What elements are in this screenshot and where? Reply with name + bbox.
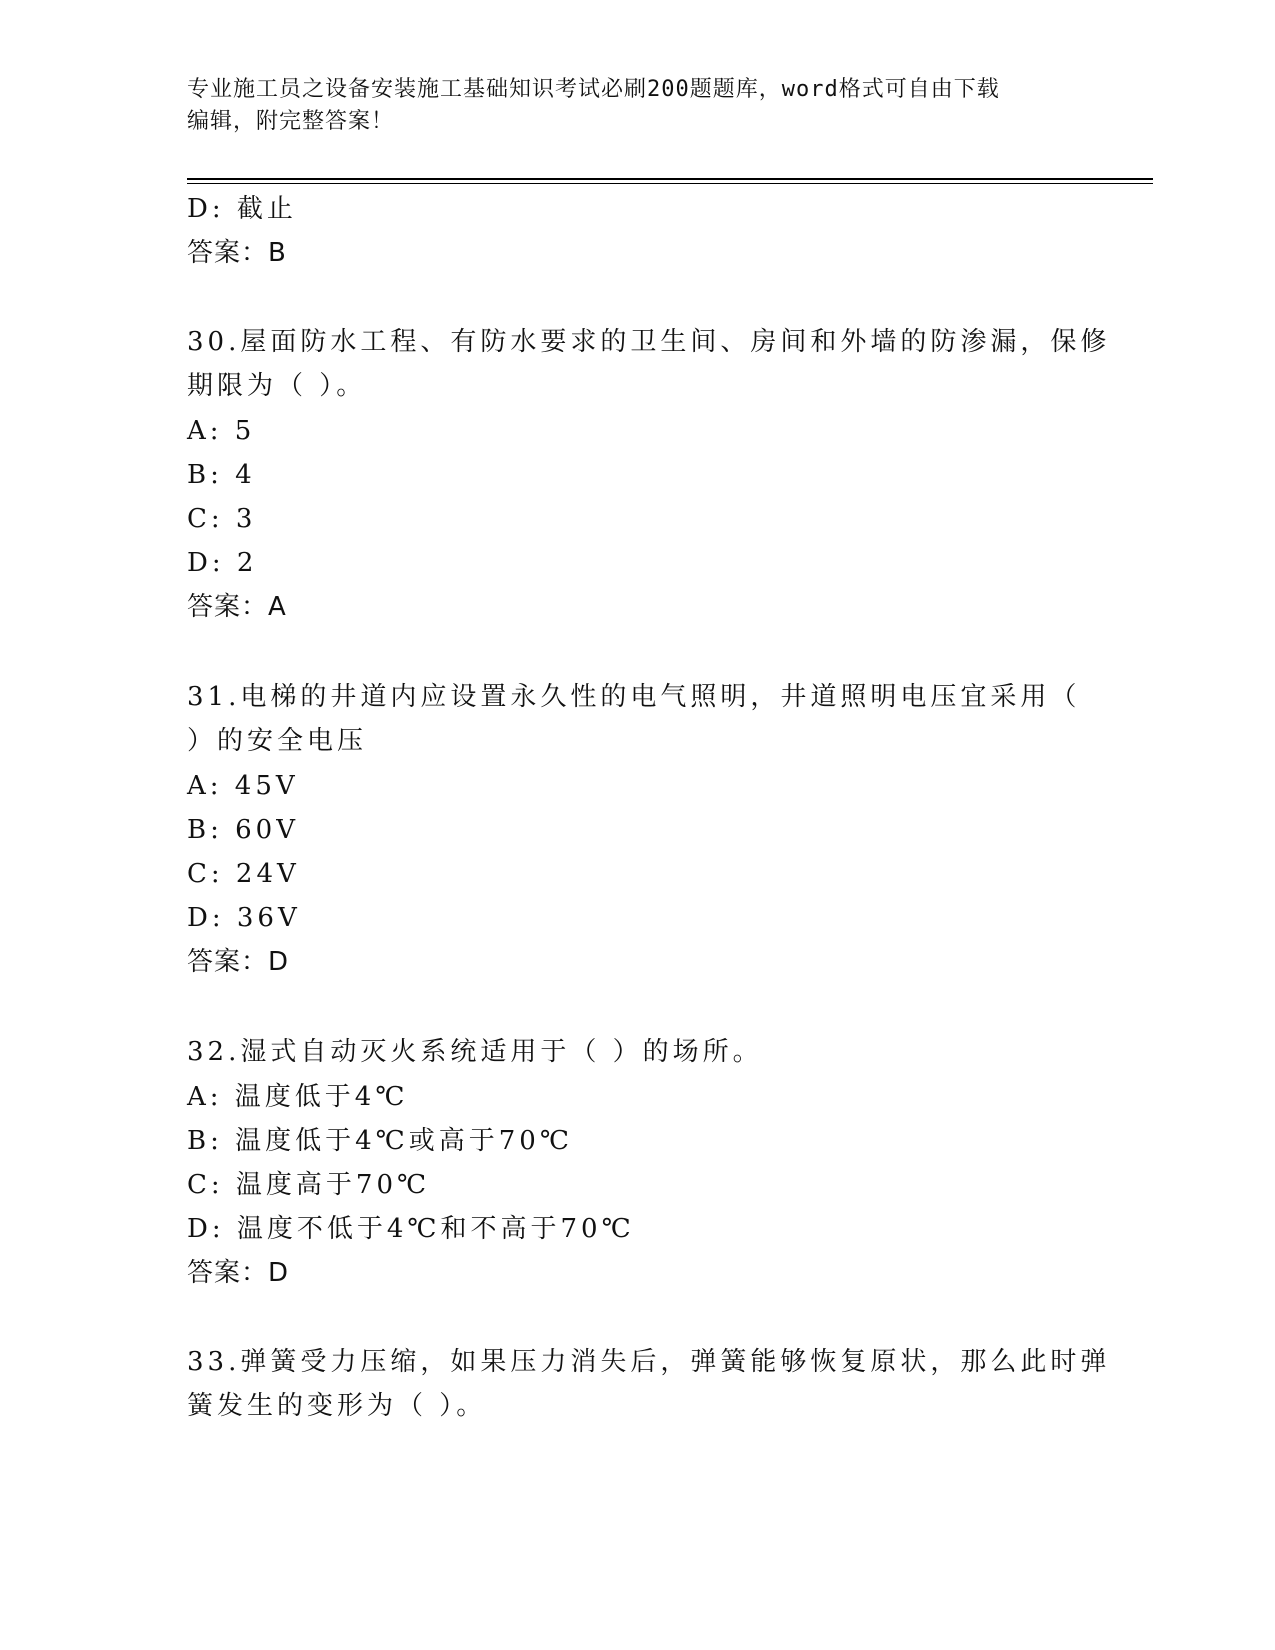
q31-answer: 答案：D (187, 947, 290, 977)
q31-option-d: D: 36V (187, 903, 301, 933)
q30-option-c: C: 3 (187, 504, 257, 534)
prev-option-d: D: 截止 (187, 194, 297, 224)
q32-option-d: D: 温度不低于4℃和不高于70℃ (187, 1214, 635, 1244)
q33-stem-line-2: 簧发生的变形为（ ）。 (187, 1391, 487, 1421)
q32-option-c: C: 温度高于70℃ (187, 1170, 431, 1200)
q30-answer: 答案：A (187, 592, 287, 622)
header-divider-thick (187, 178, 1153, 180)
q30-option-a: A: 5 (187, 416, 256, 446)
q31-option-a: A: 45V (187, 771, 299, 801)
q32-option-a: A: 温度低于4℃ (187, 1082, 409, 1112)
q31-option-b: B: 60V (187, 815, 299, 845)
q31-stem-line-2: ）的安全电压 (187, 726, 368, 756)
q30-stem-line-2: 期限为（ ）。 (187, 371, 367, 401)
prev-answer: 答案：B (187, 238, 287, 268)
header-divider-thin (187, 183, 1153, 184)
q33-stem-line-1: 33.弹簧受力压缩，如果压力消失后，弹簧能够恢复原状，那么此时弹 (187, 1347, 1111, 1377)
document-header (187, 74, 1067, 138)
q30-stem-line-1: 30.屋面防水工程、有防水要求的卫生间、房间和外墙的防渗漏，保修 (187, 327, 1111, 357)
header-title-line-1: 专业施工员之设备安装施工基础知识考试必刷200题题库，word格式可自由下载 (187, 77, 1000, 102)
q32-answer: 答案：D (187, 1258, 290, 1288)
q31-stem-line-1: 31.电梯的井道内应设置永久性的电气照明，井道照明电压宜采用（ (187, 682, 1081, 712)
q30-option-b: B: 4 (187, 460, 256, 490)
header-title-line-2: 编辑，附完整答案！ (187, 109, 395, 134)
q32-stem-line-1: 32.湿式自动灭火系统适用于（ ）的场所。 (187, 1037, 763, 1067)
q30-option-d: D: 2 (187, 548, 258, 578)
q31-option-c: C: 24V (187, 859, 300, 889)
q32-option-b: B: 温度低于4℃或高于70℃ (187, 1126, 573, 1156)
